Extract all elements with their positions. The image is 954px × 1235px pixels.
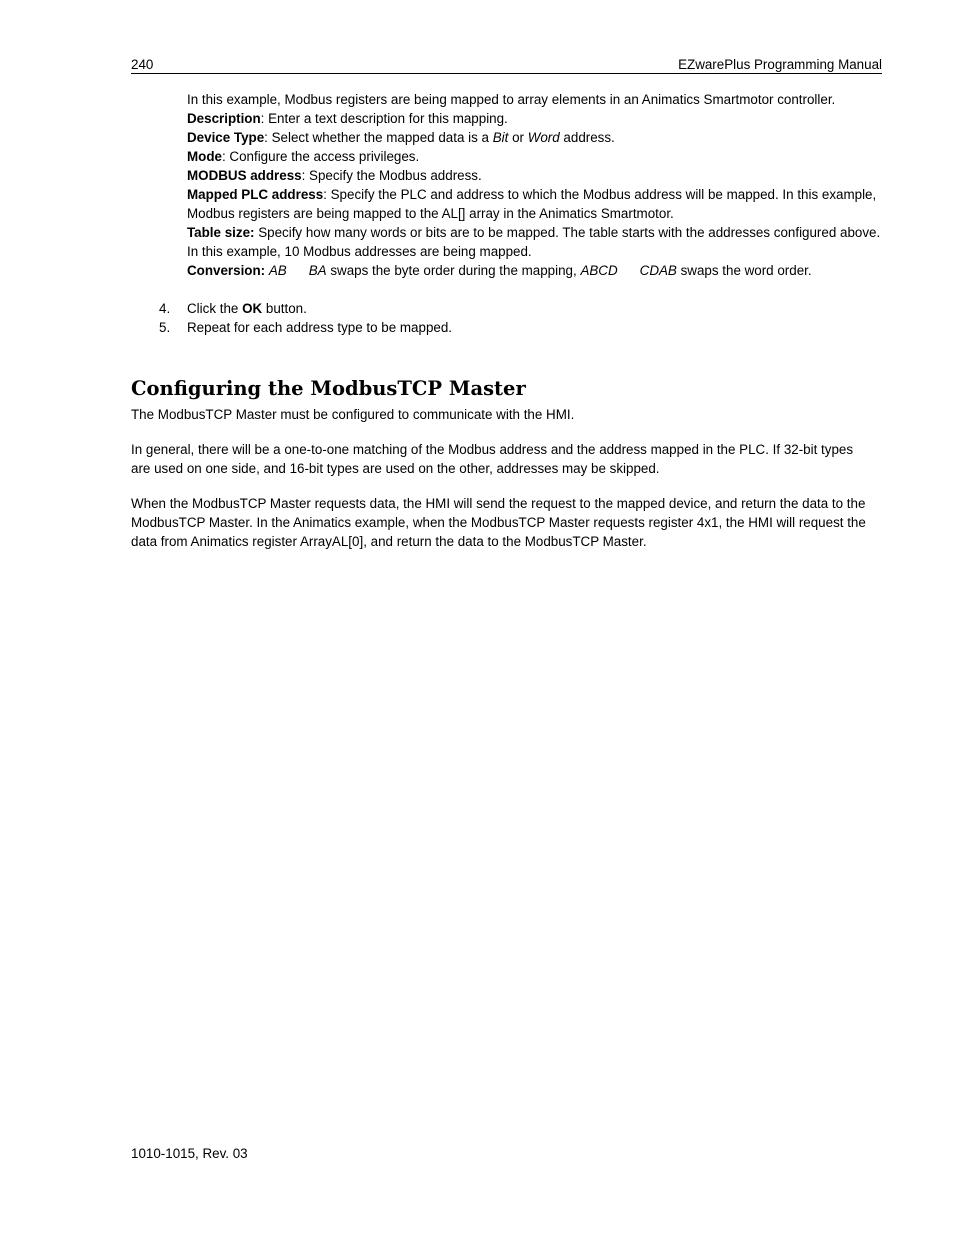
mapped-plc-address-field-item <box>187 185 887 223</box>
modbus-address-text: : Specify the Modbus address. <box>301 168 482 183</box>
modbus-address-label: MODBUS address <box>187 168 302 183</box>
step-text: Repeat for each address type to be mapped. <box>187 320 453 335</box>
conversion-label: Conversion: <box>187 263 266 278</box>
section-body <box>131 405 876 567</box>
numbered-steps <box>159 299 879 337</box>
ok-button-term: OK <box>242 301 263 316</box>
body-paragraph: The ModbusTCP Master must be configured to communicate with the HMI. <box>131 407 575 422</box>
ab-term: AB <box>268 263 287 278</box>
mapped-plc-address-label: Mapped PLC address <box>187 187 324 202</box>
list-item <box>159 299 879 318</box>
device-type-text-end: address. <box>559 130 615 145</box>
section-heading: Configuring the ModbusTCP Master <box>131 377 526 400</box>
mode-field-item <box>187 147 887 166</box>
conversion-text-end: swaps the word order. <box>676 263 812 278</box>
ba-term: BA <box>308 263 327 278</box>
step-number: 4. <box>159 301 171 316</box>
document-number: 1010-1015, Rev. 03 <box>131 1146 248 1161</box>
abcd-term: ABCD <box>580 263 618 278</box>
step-text-after: button. <box>262 301 307 316</box>
description-label: Description <box>187 111 261 126</box>
body-paragraph: In general, there will be a one-to-one matching of the Modbus address and the address mapped in the PLC. If 32-bit types are used on one side, and 16-bit types are used on the other, addresses may be skipped. <box>131 442 854 476</box>
mapping-field-descriptions <box>187 90 887 280</box>
mapping-intro: In this example, Modbus registers are being mapped to array elements in an Animatics Smartmotor controller. <box>187 92 836 107</box>
page-footer <box>131 1144 248 1163</box>
device-type-field-item <box>187 128 887 147</box>
manual-title: EZwarePlus Programming Manual <box>678 57 882 72</box>
device-type-text: : Select whether the mapped data is a <box>264 130 493 145</box>
list-item <box>159 318 879 337</box>
description-field-item <box>187 109 887 128</box>
step-text <box>187 299 307 318</box>
bit-term: Bit <box>492 130 509 145</box>
or-text: or <box>508 130 528 145</box>
word-term: Word <box>527 130 560 145</box>
table-size-label: Table size: <box>187 225 255 240</box>
page-header <box>131 56 882 74</box>
mapped-plc-address-text: : Specify the PLC and address to which the Modbus address will be mapped. In this example, Modbus registers are being mapped to the AL[] array in the Animatics Smartmotor. <box>187 187 877 221</box>
device-type-label: Device Type <box>187 130 265 145</box>
table-size-field-item <box>187 223 887 261</box>
mode-label: Mode <box>187 149 222 164</box>
modbus-address-field-item <box>187 166 887 185</box>
page-number: 240 <box>131 57 154 72</box>
conversion-text-mid: swaps the byte order during the mapping, <box>326 263 581 278</box>
cdab-term: CDAB <box>639 263 677 278</box>
body-paragraph: When the ModbusTCP Master requests data, the HMI will send the request to the mapped device, and return the data to the ModbusTCP Master. In the Animatics example, when the ModbusTCP Master requests register 4x1, the HMI will request the data from Animatics register ArrayAL[0], and return the data to the ModbusTCP Master. <box>131 496 866 549</box>
description-text: : Enter a text description for this mapping. <box>260 111 508 126</box>
conversion-field-item <box>187 261 887 280</box>
step-text-before: Click the <box>187 301 243 316</box>
mode-text: : Configure the access privileges. <box>221 149 420 164</box>
step-number: 5. <box>159 320 171 335</box>
table-size-text: Specify how many words or bits are to be mapped. The table starts with the addresses configured above. In this example, 10 Modbus addresses are being mapped. <box>187 225 881 259</box>
